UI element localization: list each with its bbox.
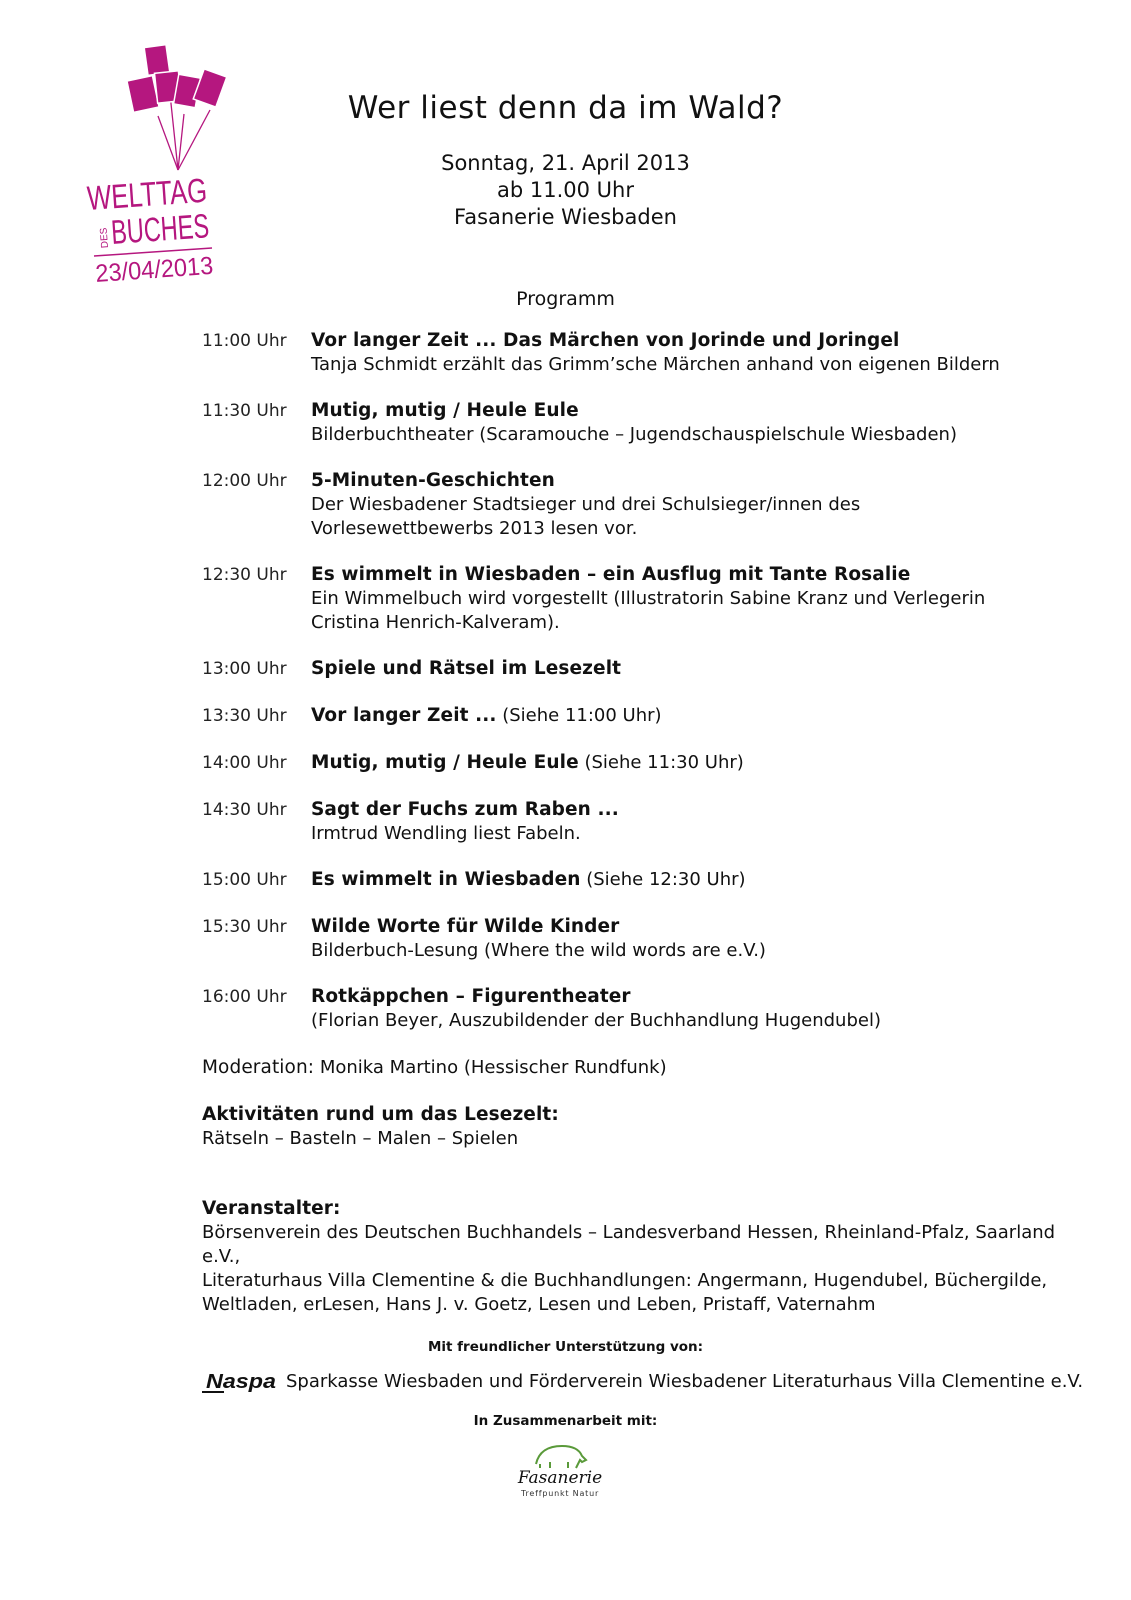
schedule-title: Vor langer Zeit ... Das Märchen von Jorinde und Joringel — [311, 330, 900, 351]
schedule-desc: Ein Wimmelbuch wird vorgestellt (Illustratorin Sabine Kranz und Verlegerin — [311, 588, 986, 609]
event-location: Fasanerie Wiesbaden — [454, 205, 677, 229]
schedule-desc: Irmtrud Wendling liest Fabeln. — [311, 823, 581, 844]
support-text: Sparkasse Wiesbaden und Förderverein Wiesbadener Literaturhaus Villa Clementine e.V. — [286, 1371, 1084, 1392]
fasanerie-name: Fasanerie — [517, 1468, 603, 1488]
support-label: Mit freundlicher Unterstützung von: — [427, 1339, 704, 1355]
schedule-desc: Tanja Schmidt erzählt das Grimm’sche Märchen anhand von eigenen Bildern — [311, 354, 1000, 375]
organizer — [202, 1197, 1082, 1317]
schedule-time: 12:00 Uhr — [202, 471, 287, 491]
moderation-label: Moderation: — [202, 1057, 315, 1078]
organizer-line: Börsenverein des Deutschen Buchhandels – Landesverband Hessen, Rheinland-Pfalz, Saarland e.V., — [202, 1222, 1056, 1267]
schedule-title: Es wimmelt in Wiesbaden – ein Ausflug mit Tante Rosalie — [311, 564, 911, 585]
activities-value: Rätseln – Basteln – Malen – Spielen — [202, 1128, 519, 1149]
schedule-time: 11:30 Uhr — [202, 401, 287, 421]
schedule-title: Wilde Worte für Wilde Kinder — [311, 916, 620, 937]
schedule-note: (Siehe 11:00 Uhr) — [496, 705, 662, 726]
schedule-desc: Bilderbuch-Lesung (Where the wild words are e.V.) — [311, 940, 766, 961]
moderation — [202, 1056, 1082, 1080]
schedule-note: (Siehe 11:30 Uhr) — [578, 752, 744, 773]
logo-welttag: WELTTAG — [85, 168, 248, 218]
schedule-title: Mutig, mutig / Heule Eule — [311, 752, 579, 773]
logo-des: DES — [98, 227, 111, 249]
schedule-title: Spiele und Rätsel im Lesezelt — [311, 658, 622, 679]
schedule-desc: Bilderbuchtheater (Scaramouche – Jugendschauspielschule Wiesbaden) — [311, 424, 957, 445]
schedule-time: 11:00 Uhr — [202, 331, 287, 351]
schedule-note: (Siehe 12:30 Uhr) — [580, 869, 746, 890]
schedule-desc: Der Wiesbadener Stadtsieger und drei Schulsieger/innen des — [311, 494, 861, 515]
organizer-label: Veranstalter: — [202, 1198, 341, 1219]
schedule-desc: (Florian Beyer, Auszubildender der Buchhandlung Hugendubel) — [311, 1010, 881, 1031]
event-time: ab 11.00 Uhr — [497, 178, 634, 202]
organizer-line: Weltladen, erLesen, Hans J. v. Goetz, Lesen und Leben, Pristaff, Vaternahm — [202, 1294, 876, 1315]
organizer-line: Literaturhaus Villa Clementine & die Buchhandlungen: Angermann, Hugendubel, Büchergilde, — [202, 1270, 1048, 1291]
activities — [202, 1103, 1082, 1151]
logo-buches: BUCHES — [109, 204, 254, 252]
fasanerie-subtitle: Treffpunkt Natur — [520, 1489, 600, 1498]
moderation-value: Monika Martino (Hessischer Rundfunk) — [314, 1057, 667, 1078]
schedule-time: 15:30 Uhr — [202, 917, 287, 937]
activities-label: Aktivitäten rund um das Lesezelt: — [202, 1104, 559, 1125]
page-title: Wer liest denn da im Wald? — [347, 90, 784, 126]
programm-heading: Programm — [516, 288, 615, 310]
event-date: Sonntag, 21. April 2013 — [441, 151, 690, 175]
schedule-time: 14:30 Uhr — [202, 800, 287, 820]
schedule-title: 5-Minuten-Geschichten — [311, 470, 555, 491]
cooperation-label: In Zusammenarbeit mit: — [473, 1413, 658, 1429]
schedule-title: Rotkäppchen – Figurentheater — [311, 986, 631, 1007]
schedule-title: Sagt der Fuchs zum Raben ... — [311, 799, 619, 820]
schedule-time: 14:00 Uhr — [202, 753, 287, 773]
naspa-logo — [202, 1370, 280, 1396]
schedule-time: 13:00 Uhr — [202, 659, 287, 679]
schedule-time: 16:00 Uhr — [202, 987, 287, 1007]
schedule-title: Mutig, mutig / Heule Eule — [311, 400, 579, 421]
support-line — [202, 1368, 1082, 1398]
schedule-desc-line2: Vorlesewettbewerbs 2013 lesen vor. — [311, 518, 638, 539]
schedule-time: 12:30 Uhr — [202, 565, 287, 585]
schedule-title: Es wimmelt in Wiesbaden — [311, 869, 581, 890]
schedule-time: 15:00 Uhr — [202, 870, 287, 890]
logo-date: 23/04/2013 — [94, 251, 222, 288]
schedule-time: 13:30 Uhr — [202, 706, 287, 726]
schedule-title: Vor langer Zeit ... — [311, 705, 497, 726]
schedule-desc-line2: Cristina Henrich-Kalveram). — [311, 612, 560, 633]
naspa-logo-text: Naspa — [206, 1371, 276, 1393]
